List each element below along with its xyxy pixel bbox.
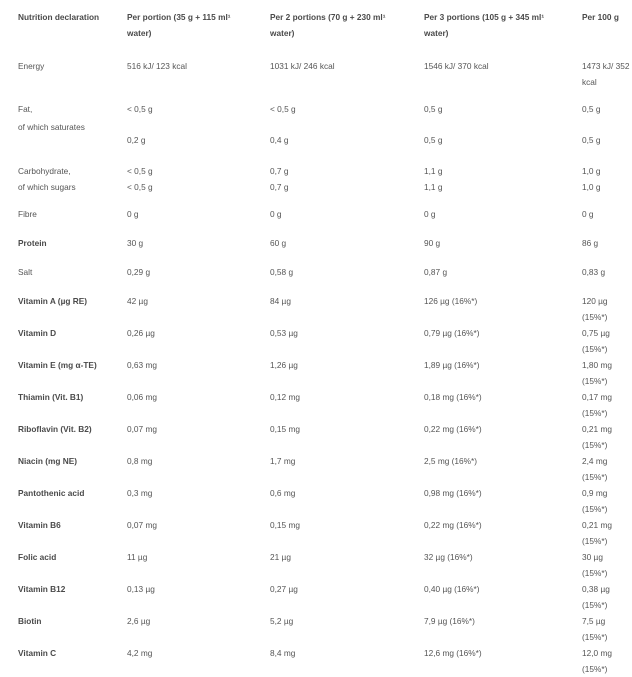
table-row <box>0 235 632 264</box>
nutrient-name <box>0 264 109 293</box>
nutrient-name <box>0 613 109 645</box>
nutrient-value <box>564 389 632 421</box>
nutrient-name-line: Protein <box>18 238 47 248</box>
table-row <box>0 549 632 581</box>
nutrient-name-line: Thiamin (Vit. B1) <box>18 392 84 402</box>
nutrient-value <box>109 101 252 163</box>
nutrient-name <box>0 453 109 485</box>
header-per-portion: Per portion (35 g + 115 ml¹ water) <box>127 12 231 38</box>
nutrient-value <box>406 613 564 645</box>
nutrient-name <box>0 325 109 357</box>
nutrient-value-line: 0,27 µg <box>270 584 298 594</box>
nutrient-value-line: 0,13 µg <box>127 584 155 594</box>
nutrient-value-line: 8,4 mg <box>270 648 296 658</box>
nutrient-value-line: 32 µg (16%*) <box>424 552 473 562</box>
table-row <box>0 645 632 677</box>
nutrient-value <box>564 421 632 453</box>
nutrient-value-line: < 0,5 g <box>127 182 153 192</box>
nutrient-name <box>0 421 109 453</box>
nutrient-value-line: 0 g <box>270 209 282 219</box>
nutrient-value <box>252 389 406 421</box>
nutrient-value-line: 0,7 g <box>270 182 289 192</box>
nutrient-value-line: 0,5 g <box>424 104 443 114</box>
nutrient-value <box>564 645 632 677</box>
nutrient-name-line: Vitamin A (µg RE) <box>18 296 88 306</box>
nutrient-name <box>0 517 109 549</box>
nutrient-value <box>406 645 564 677</box>
nutrient-value <box>252 549 406 581</box>
nutrient-name-line: Energy <box>18 61 45 71</box>
nutrient-value-line: 0,17 mg (15%*) <box>582 392 612 418</box>
nutrient-value-line: < 0,5 g <box>127 166 153 176</box>
nutrient-value-line: 0,38 µg (15%*) <box>582 584 610 610</box>
nutrient-name <box>0 485 109 517</box>
nutrient-value <box>109 206 252 235</box>
table-row <box>0 58 632 101</box>
nutrient-value-line: 0,58 g <box>270 267 294 277</box>
nutrient-value <box>406 357 564 389</box>
nutrient-name <box>0 235 109 264</box>
nutrient-value <box>406 421 564 453</box>
nutrient-value-line: 0,2 g <box>127 135 146 145</box>
nutrient-value <box>564 101 632 163</box>
nutrient-value <box>406 517 564 549</box>
nutrient-value <box>564 206 632 235</box>
nutrient-value-line: 86 g <box>582 238 599 248</box>
nutrient-name <box>0 549 109 581</box>
nutrient-name-line: Vitamin E (mg α-TE) <box>18 360 97 370</box>
table-row <box>0 421 632 453</box>
nutrient-value-line: 0,06 mg <box>127 392 157 402</box>
nutrient-value <box>109 485 252 517</box>
nutrient-value-line: 12,6 mg (16%*) <box>424 648 482 658</box>
nutrient-value <box>252 293 406 325</box>
nutrient-value <box>406 485 564 517</box>
nutrient-value <box>252 581 406 613</box>
nutrient-value <box>109 293 252 325</box>
nutrient-name-line: Riboflavin (Vit. B2) <box>18 424 92 434</box>
nutrient-value <box>109 645 252 677</box>
nutrient-value <box>109 357 252 389</box>
nutrient-value-line: 0,26 µg <box>127 328 155 338</box>
nutrient-name-line: Carbohydrate, <box>18 166 71 176</box>
table-row <box>0 389 632 421</box>
nutrient-value <box>252 235 406 264</box>
nutrient-value <box>406 264 564 293</box>
nutrient-value-line: 0,83 g <box>582 267 606 277</box>
nutrient-name <box>0 101 109 163</box>
nutrient-value-line: 0,63 mg <box>127 360 157 370</box>
nutrient-value <box>564 581 632 613</box>
nutrient-value-line: 12,0 mg (15%*) <box>582 648 612 674</box>
nutrient-value-line: 0,53 µg <box>270 328 298 338</box>
nutrient-value <box>564 549 632 581</box>
nutrient-name <box>0 206 109 235</box>
nutrient-value-line: 1,0 g <box>582 166 601 176</box>
nutrient-value-line: 516 kJ/ 123 kcal <box>127 61 187 71</box>
nutrient-name-line: Vitamin B6 <box>18 520 61 530</box>
nutrient-value-line: 90 g <box>424 238 441 248</box>
nutrient-value <box>252 485 406 517</box>
nutrient-value <box>406 163 564 206</box>
nutrient-value-line: < 0,5 g <box>127 104 153 114</box>
nutrient-value <box>406 453 564 485</box>
nutrient-value-line: 60 g <box>270 238 287 248</box>
table-row <box>0 613 632 645</box>
nutrient-value-line: 0,40 µg (16%*) <box>424 584 480 594</box>
nutrient-value <box>109 264 252 293</box>
header-per-3-portions: Per 3 portions (105 g + 345 ml¹ water) <box>424 12 545 38</box>
nutrient-value <box>406 235 564 264</box>
nutrient-value-line: 0,15 mg <box>270 424 300 434</box>
nutrient-value <box>109 421 252 453</box>
nutrient-value <box>109 613 252 645</box>
nutrient-value <box>252 453 406 485</box>
nutrient-value-line: 30 µg (15%*) <box>582 552 608 578</box>
nutrient-name <box>0 645 109 677</box>
nutrient-value-line: 126 µg (16%*) <box>424 296 478 306</box>
nutrient-name <box>0 163 109 206</box>
nutrient-value <box>564 163 632 206</box>
nutrient-value-line: 42 µg <box>127 296 148 306</box>
nutrient-value-line: 0,8 mg <box>127 456 153 466</box>
nutrient-value <box>252 206 406 235</box>
nutrient-value <box>109 517 252 549</box>
nutrient-value-line: 0 g <box>127 209 139 219</box>
nutrient-value-line: 0,79 µg (16%*) <box>424 328 480 338</box>
nutrient-name <box>0 581 109 613</box>
nutrient-name-line: Salt <box>18 267 33 277</box>
nutrient-value <box>252 163 406 206</box>
nutrient-value-line: 2,4 mg (15%*) <box>582 456 608 482</box>
nutrient-value <box>109 235 252 264</box>
nutrient-value-line: 0,21 mg (15%*) <box>582 424 612 450</box>
nutrient-value-line: 1,89 µg (16%*) <box>424 360 480 370</box>
nutrient-name-line: of which sugars <box>18 182 76 192</box>
nutrient-value-line: 7,5 µg (15%*) <box>582 616 608 642</box>
header-nutrition-declaration: Nutrition declaration <box>18 12 100 22</box>
table-row <box>0 485 632 517</box>
table-row <box>0 581 632 613</box>
nutrient-value-line: 0,22 mg (16%*) <box>424 424 482 434</box>
nutrient-value-line: 2,5 mg (16%*) <box>424 456 478 466</box>
nutrient-value-line: 0,12 mg <box>270 392 300 402</box>
nutrient-value <box>252 645 406 677</box>
nutrient-value-line: 0,5 g <box>424 135 443 145</box>
nutrient-name <box>0 293 109 325</box>
nutrient-value-line: 30 g <box>127 238 144 248</box>
nutrient-value-line: 0,15 mg <box>270 520 300 530</box>
nutrient-value-line: 84 µg <box>270 296 291 306</box>
nutrient-value <box>252 613 406 645</box>
nutrient-value <box>406 293 564 325</box>
nutrient-value-line: 1,26 µg <box>270 360 298 370</box>
nutrient-value <box>252 264 406 293</box>
nutrient-value <box>564 58 632 101</box>
nutrient-value <box>252 357 406 389</box>
nutrient-value-line: 0 g <box>582 209 594 219</box>
nutrient-value <box>252 58 406 101</box>
nutrient-value <box>109 389 252 421</box>
nutrient-value <box>109 549 252 581</box>
nutrient-value <box>564 613 632 645</box>
table-row <box>0 264 632 293</box>
nutrient-value-line: 1473 kJ/ 352 kcal <box>582 61 630 87</box>
nutrient-value <box>564 235 632 264</box>
nutrient-value <box>406 101 564 163</box>
header-per-2-portions: Per 2 portions (70 g + 230 ml¹ water) <box>270 12 386 38</box>
nutrient-value-line: 21 µg <box>270 552 291 562</box>
nutrient-value <box>109 325 252 357</box>
nutrient-value-line: 0,29 g <box>127 267 151 277</box>
nutrient-value-line: 0 g <box>424 209 436 219</box>
nutrient-name-line: of which saturates <box>18 122 85 132</box>
nutrient-value-line: 0,6 mg <box>270 488 296 498</box>
nutrient-name-line: Vitamin D <box>18 328 57 338</box>
nutrient-value <box>406 581 564 613</box>
nutrient-value <box>252 101 406 163</box>
nutrient-value <box>109 163 252 206</box>
nutrient-value-line: 1,1 g <box>424 166 443 176</box>
nutrient-value <box>564 485 632 517</box>
table-row <box>0 517 632 549</box>
nutrient-value <box>564 453 632 485</box>
nutrient-value-line: 4,2 mg <box>127 648 153 658</box>
nutrient-value-line: 0,21 mg (15%*) <box>582 520 612 546</box>
nutrient-name <box>0 357 109 389</box>
nutrient-value <box>252 325 406 357</box>
table-row <box>0 101 632 163</box>
nutrient-value-line: 0,7 g <box>270 166 289 176</box>
nutrient-name-line: Vitamin B12 <box>18 584 66 594</box>
nutrient-value-line: 0,75 µg (15%*) <box>582 328 610 354</box>
nutrient-value <box>564 293 632 325</box>
nutrient-value-line: 7,9 µg (16%*) <box>424 616 475 626</box>
nutrient-name <box>0 58 109 101</box>
nutrient-value <box>564 517 632 549</box>
nutrient-value <box>406 549 564 581</box>
nutrient-value <box>252 421 406 453</box>
nutrient-name-line: Pantothenic acid <box>18 488 85 498</box>
nutrient-value <box>564 325 632 357</box>
nutrient-name-line: Biotin <box>18 616 42 626</box>
nutrient-value-line: 1546 kJ/ 370 kcal <box>424 61 489 71</box>
nutrient-value-line: 0,98 mg (16%*) <box>424 488 482 498</box>
nutrient-value-line: 120 µg (15%*) <box>582 296 608 322</box>
nutrient-value <box>109 453 252 485</box>
nutrient-value <box>109 58 252 101</box>
table-row <box>0 293 632 325</box>
nutrient-value <box>252 517 406 549</box>
nutrient-value-line: 1,7 mg <box>270 456 296 466</box>
nutrient-value <box>406 389 564 421</box>
nutrient-value <box>406 325 564 357</box>
nutrient-value-line: 0,22 mg (16%*) <box>424 520 482 530</box>
nutrient-value-line: 0,07 mg <box>127 520 157 530</box>
table-row <box>0 163 632 206</box>
header-row <box>0 0 632 58</box>
nutrient-name-line: Fibre <box>18 209 37 219</box>
nutrient-name-line: Niacin (mg NE) <box>18 456 78 466</box>
nutrient-value-line: 0,5 g <box>582 135 601 145</box>
nutrient-name-line: Fat, <box>18 104 33 114</box>
nutrient-value-line: 0,18 mg (16%*) <box>424 392 482 402</box>
nutrient-value-line: 1,80 mg (15%*) <box>582 360 612 386</box>
nutrient-value <box>564 357 632 389</box>
nutrient-value <box>109 581 252 613</box>
table-row <box>0 206 632 235</box>
nutrient-value-line: 1,0 g <box>582 182 601 192</box>
nutrient-value-line: 11 µg <box>127 552 148 562</box>
nutrient-value <box>406 58 564 101</box>
nutrient-value-line: < 0,5 g <box>270 104 296 114</box>
nutrient-value-line: 0,9 mg (15%*) <box>582 488 608 514</box>
nutrient-value-line: 1,1 g <box>424 182 443 192</box>
nutrient-value-line: 2,6 µg <box>127 616 151 626</box>
nutrient-value-line: 5,2 µg <box>270 616 294 626</box>
nutrient-value-line: 0,4 g <box>270 135 289 145</box>
nutrient-value-line: 0,5 g <box>582 104 601 114</box>
nutrient-value-line: 0,87 g <box>424 267 448 277</box>
nutrient-value <box>406 206 564 235</box>
nutrient-value-line: 0,3 mg <box>127 488 153 498</box>
nutrient-value-line: 1031 kJ/ 246 kcal <box>270 61 335 71</box>
table-row <box>0 357 632 389</box>
table-row <box>0 453 632 485</box>
nutrient-value-line: 0,07 mg <box>127 424 157 434</box>
table-row <box>0 325 632 357</box>
header-per-100g: Per 100 g <box>582 12 619 22</box>
nutrient-name-line: Folic acid <box>18 552 57 562</box>
nutrient-name <box>0 389 109 421</box>
nutrient-name-line: Vitamin C <box>18 648 57 658</box>
nutrient-value <box>564 264 632 293</box>
